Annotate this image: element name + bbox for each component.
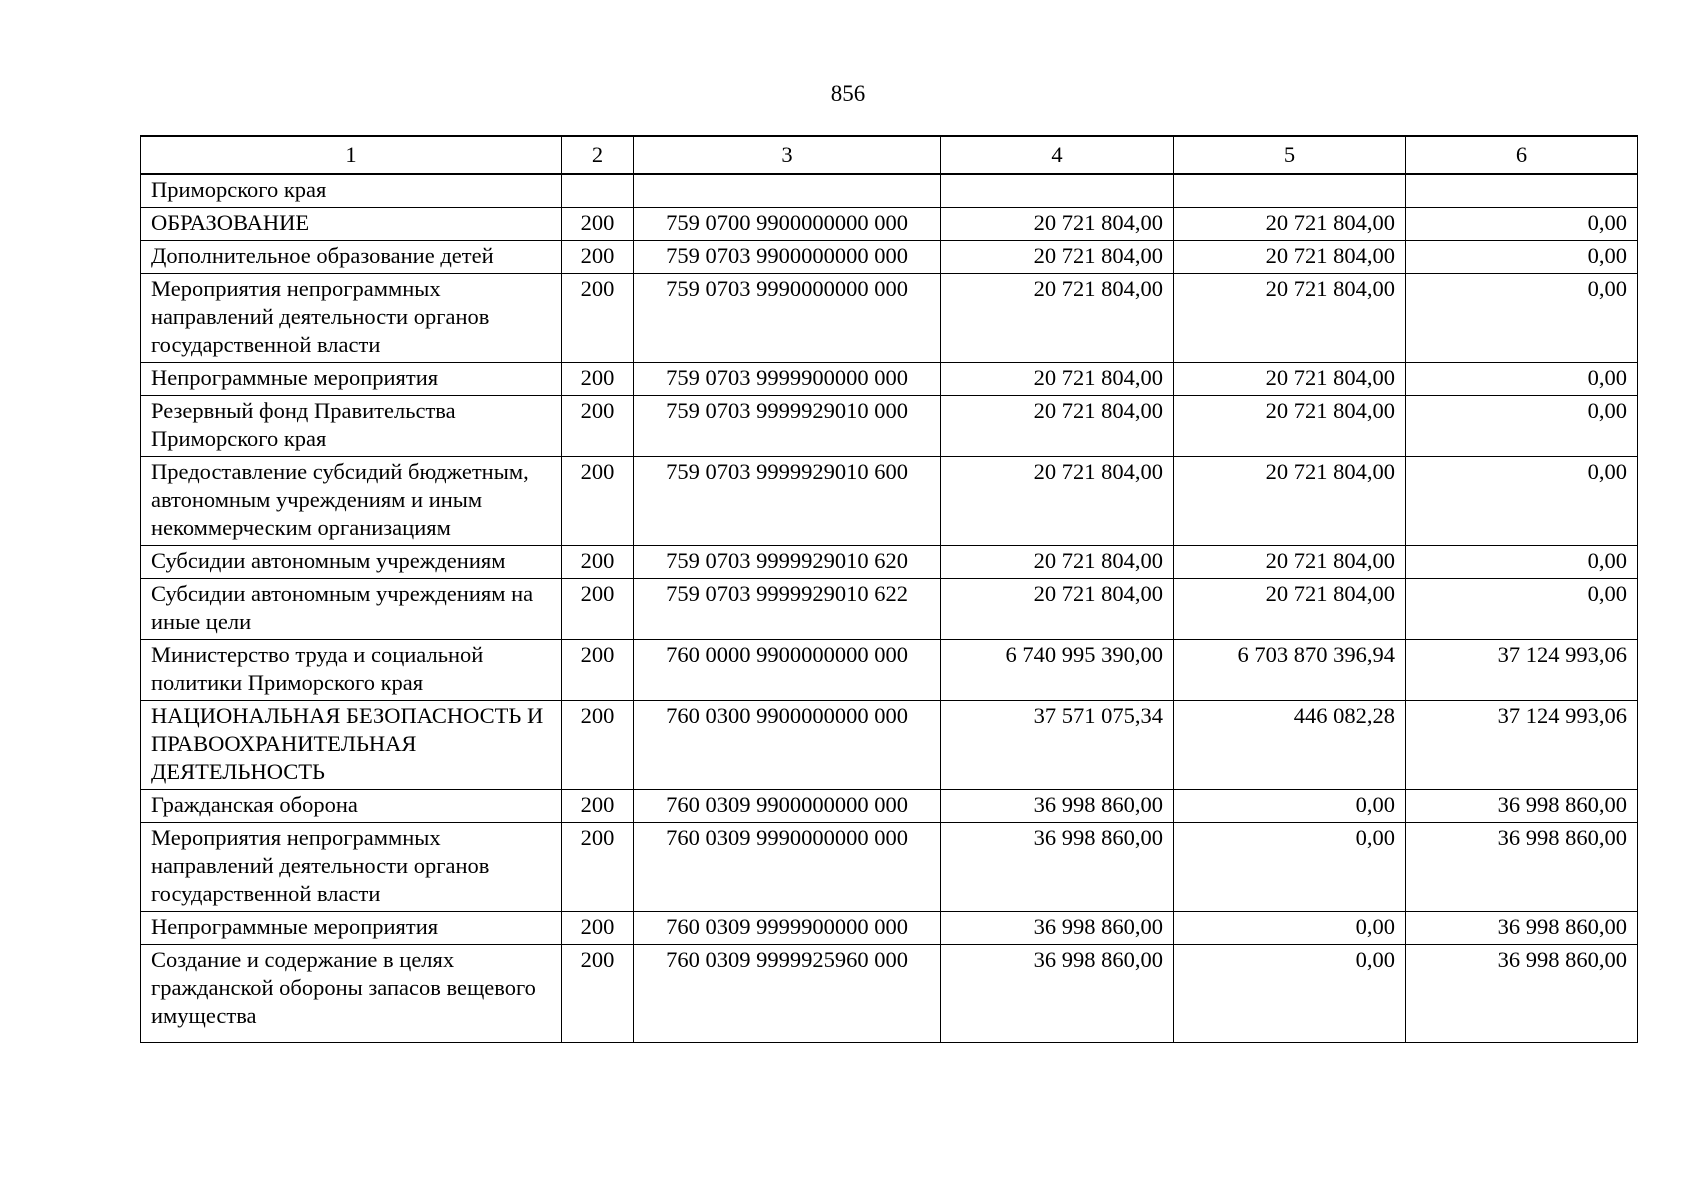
cell-amount-col4: 20 721 804,00 <box>941 274 1174 363</box>
cell-amount-col4: 20 721 804,00 <box>941 363 1174 396</box>
cell-name: Мероприятия непрограммных направлений деятельности органов государственной власти <box>141 274 562 363</box>
cell-amount-col4: 6 740 995 390,00 <box>941 640 1174 701</box>
cell-name: Резервный фонд Правительства Приморского края <box>141 396 562 457</box>
cell-section: 200 <box>562 241 634 274</box>
cell-code: 759 0703 9999929010 620 <box>634 546 941 579</box>
cell-name: Гражданская оборона <box>141 790 562 823</box>
table-body <box>141 174 1638 1043</box>
cell-section: 200 <box>562 396 634 457</box>
cell-name: ОБРАЗОВАНИЕ <box>141 208 562 241</box>
cell-amount-col5: 20 721 804,00 <box>1174 274 1406 363</box>
cell-code: 759 0703 9900000000 000 <box>634 241 941 274</box>
cell-amount-col4 <box>941 174 1174 208</box>
cell-name: Приморского края <box>141 174 562 208</box>
column-header-2: 2 <box>562 136 634 174</box>
cell-amount-col4: 36 998 860,00 <box>941 945 1174 1043</box>
cell-section: 200 <box>562 701 634 790</box>
cell-code: 759 0703 9999900000 000 <box>634 363 941 396</box>
cell-name: Предоставление субсидий бюджетным, автономным учреждениям и иным некоммерческим организациям <box>141 457 562 546</box>
cell-section <box>562 174 634 208</box>
cell-amount-col6: 0,00 <box>1406 457 1638 546</box>
cell-name: Министерство труда и социальной политики Приморского края <box>141 640 562 701</box>
cell-amount-col4: 36 998 860,00 <box>941 823 1174 912</box>
cell-code: 760 0309 9900000000 000 <box>634 790 941 823</box>
cell-code: 760 0300 9900000000 000 <box>634 701 941 790</box>
cell-code: 760 0309 9999925960 000 <box>634 945 941 1043</box>
cell-code: 759 0703 9999929010 000 <box>634 396 941 457</box>
cell-section: 200 <box>562 457 634 546</box>
table-row <box>141 546 1638 579</box>
cell-amount-col4: 20 721 804,00 <box>941 241 1174 274</box>
table-row <box>141 640 1638 701</box>
cell-code: 760 0309 9990000000 000 <box>634 823 941 912</box>
cell-amount-col6: 36 998 860,00 <box>1406 790 1638 823</box>
table-row <box>141 174 1638 208</box>
column-header-3: 3 <box>634 136 941 174</box>
cell-amount-col5: 0,00 <box>1174 912 1406 945</box>
cell-name: Дополнительное образование детей <box>141 241 562 274</box>
cell-code: 759 0703 9999929010 622 <box>634 579 941 640</box>
cell-amount-col5: 20 721 804,00 <box>1174 396 1406 457</box>
cell-amount-col5: 20 721 804,00 <box>1174 457 1406 546</box>
cell-amount-col6: 0,00 <box>1406 579 1638 640</box>
table-row <box>141 823 1638 912</box>
cell-name: Непрограммные мероприятия <box>141 363 562 396</box>
cell-name: Мероприятия непрограммных направлений деятельности органов государственной власти <box>141 823 562 912</box>
cell-section: 200 <box>562 790 634 823</box>
cell-name: Непрограммные мероприятия <box>141 912 562 945</box>
table-row <box>141 396 1638 457</box>
cell-code: 759 0703 9999929010 600 <box>634 457 941 546</box>
cell-amount-col5: 0,00 <box>1174 945 1406 1043</box>
table-row <box>141 945 1638 1043</box>
cell-amount-col4: 20 721 804,00 <box>941 208 1174 241</box>
cell-code: 760 0309 9999900000 000 <box>634 912 941 945</box>
cell-amount-col6: 0,00 <box>1406 396 1638 457</box>
cell-amount-col6: 37 124 993,06 <box>1406 701 1638 790</box>
cell-name: Субсидии автономным учреждениям на иные цели <box>141 579 562 640</box>
header-row <box>141 136 1638 174</box>
cell-amount-col6: 36 998 860,00 <box>1406 912 1638 945</box>
cell-amount-col5: 0,00 <box>1174 823 1406 912</box>
cell-amount-col5: 20 721 804,00 <box>1174 363 1406 396</box>
cell-amount-col4: 20 721 804,00 <box>941 579 1174 640</box>
column-header-5: 5 <box>1174 136 1406 174</box>
cell-section: 200 <box>562 945 634 1043</box>
cell-amount-col4: 20 721 804,00 <box>941 457 1174 546</box>
column-header-4: 4 <box>941 136 1174 174</box>
table-row <box>141 912 1638 945</box>
cell-amount-col4: 20 721 804,00 <box>941 396 1174 457</box>
cell-amount-col5: 446 082,28 <box>1174 701 1406 790</box>
cell-amount-col5 <box>1174 174 1406 208</box>
cell-section: 200 <box>562 912 634 945</box>
cell-section: 200 <box>562 823 634 912</box>
cell-section: 200 <box>562 640 634 701</box>
table-row <box>141 790 1638 823</box>
cell-amount-col6: 0,00 <box>1406 274 1638 363</box>
table-row <box>141 579 1638 640</box>
cell-amount-col6: 0,00 <box>1406 208 1638 241</box>
cell-amount-col6: 36 998 860,00 <box>1406 945 1638 1043</box>
cell-amount-col4: 37 571 075,34 <box>941 701 1174 790</box>
cell-name: Субсидии автономным учреждениям <box>141 546 562 579</box>
page-number: 856 <box>830 81 866 106</box>
cell-amount-col5: 0,00 <box>1174 790 1406 823</box>
cell-amount-col6: 37 124 993,06 <box>1406 640 1638 701</box>
table-row <box>141 701 1638 790</box>
cell-amount-col6 <box>1406 174 1638 208</box>
table-row <box>141 274 1638 363</box>
table-row <box>141 241 1638 274</box>
cell-name: Создание и содержание в целях гражданской обороны запасов вещевого имущества <box>141 945 562 1043</box>
cell-amount-col5: 20 721 804,00 <box>1174 546 1406 579</box>
cell-amount-col5: 20 721 804,00 <box>1174 579 1406 640</box>
cell-section: 200 <box>562 274 634 363</box>
cell-amount-col6: 0,00 <box>1406 546 1638 579</box>
budget-table <box>140 135 1638 1043</box>
table-row <box>141 457 1638 546</box>
table-row <box>141 208 1638 241</box>
cell-section: 200 <box>562 579 634 640</box>
table-header <box>141 136 1638 174</box>
cell-code: 760 0000 9900000000 000 <box>634 640 941 701</box>
cell-code <box>634 174 941 208</box>
cell-amount-col5: 20 721 804,00 <box>1174 208 1406 241</box>
column-header-6: 6 <box>1406 136 1638 174</box>
column-header-1: 1 <box>141 136 562 174</box>
cell-section: 200 <box>562 363 634 396</box>
cell-amount-col5: 6 703 870 396,94 <box>1174 640 1406 701</box>
cell-section: 200 <box>562 208 634 241</box>
cell-amount-col4: 20 721 804,00 <box>941 546 1174 579</box>
cell-amount-col6: 0,00 <box>1406 241 1638 274</box>
cell-amount-col4: 36 998 860,00 <box>941 912 1174 945</box>
cell-code: 759 0700 9900000000 000 <box>634 208 941 241</box>
cell-name: НАЦИОНАЛЬНАЯ БЕЗОПАСНОСТЬ И ПРАВООХРАНИТЕЛЬНАЯ ДЕЯТЕЛЬНОСТЬ <box>141 701 562 790</box>
cell-amount-col6: 36 998 860,00 <box>1406 823 1638 912</box>
cell-code: 759 0703 9990000000 000 <box>634 274 941 363</box>
cell-amount-col4: 36 998 860,00 <box>941 790 1174 823</box>
cell-amount-col5: 20 721 804,00 <box>1174 241 1406 274</box>
cell-amount-col6: 0,00 <box>1406 363 1638 396</box>
cell-section: 200 <box>562 546 634 579</box>
table-row <box>141 363 1638 396</box>
